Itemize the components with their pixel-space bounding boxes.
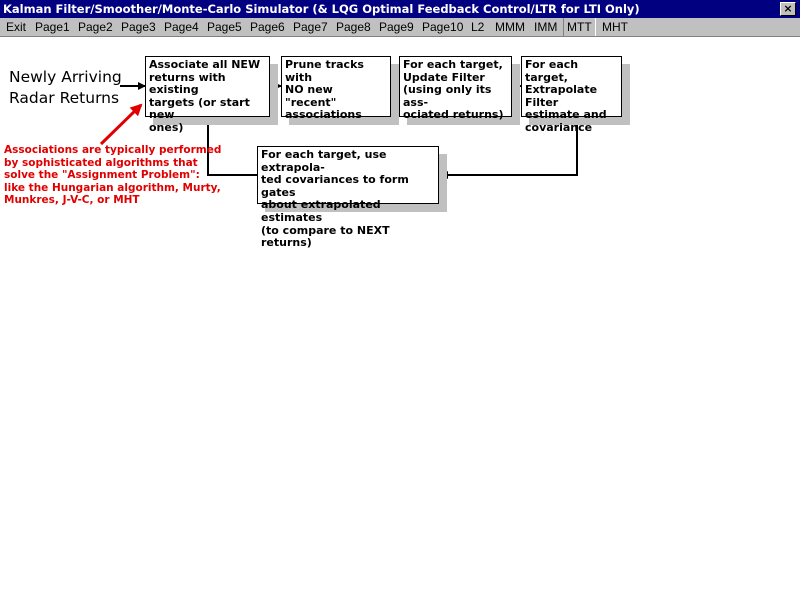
input-label: Newly Arriving Radar Returns — [9, 68, 122, 107]
menu-item-page10[interactable]: Page10 — [422, 20, 464, 34]
menu-item-exit[interactable]: Exit — [6, 20, 27, 34]
menu-item-page8[interactable]: Page8 — [336, 20, 371, 34]
prune-tracks-box: Prune tracks with NO new "recent" associations — [281, 56, 391, 117]
close-button[interactable]: × — [780, 2, 796, 16]
menu-item-mmm[interactable]: MMM — [495, 20, 525, 34]
menu-item-l2[interactable]: L2 — [471, 20, 485, 34]
menu-item-page1[interactable]: Page1 — [35, 20, 70, 34]
associate-returns-box: Associate all NEW returns with existing targets (or start new ones) — [145, 56, 270, 117]
note-pointer-arrow — [101, 105, 141, 144]
extrapolate-filter-box: For each target, Extrapolate Filter estimate and covariance — [521, 56, 622, 117]
menu-item-page2[interactable]: Page2 — [78, 20, 113, 34]
menu-item-page3[interactable]: Page3 — [121, 20, 156, 34]
menu-item-mht[interactable]: MHT — [602, 20, 628, 34]
menu-item-page5[interactable]: Page5 — [207, 20, 242, 34]
menu-item-page9[interactable]: Page9 — [379, 20, 414, 34]
menu-item-page4[interactable]: Page4 — [164, 20, 199, 34]
window-title: Kalman Filter/Smoother/Monte-Carlo Simulator (& LQG Optimal Feedback Control/LTR for LTI Only) — [3, 2, 640, 16]
form-gates-box: For each target, use extrapola- ted covariances to form gates about extrapolated estimates (to compare to NEXT returns) — [257, 146, 439, 204]
menu-item-mtt[interactable]: MTT — [563, 18, 596, 36]
menu-item-page6[interactable]: Page6 — [250, 20, 285, 34]
menu-item-page7[interactable]: Page7 — [293, 20, 328, 34]
menu-item-imm[interactable]: IMM — [534, 20, 558, 34]
update-filter-box: For each target, Update Filter (using only its ass- ociated returns) — [399, 56, 512, 117]
association-algorithms-note: Associations are typically performed by sophisticated algorithms that solve the "Assignment Problem": like the Hungarian algorithm, Murty, Munkres, J-V-C, or MHT — [4, 144, 222, 207]
